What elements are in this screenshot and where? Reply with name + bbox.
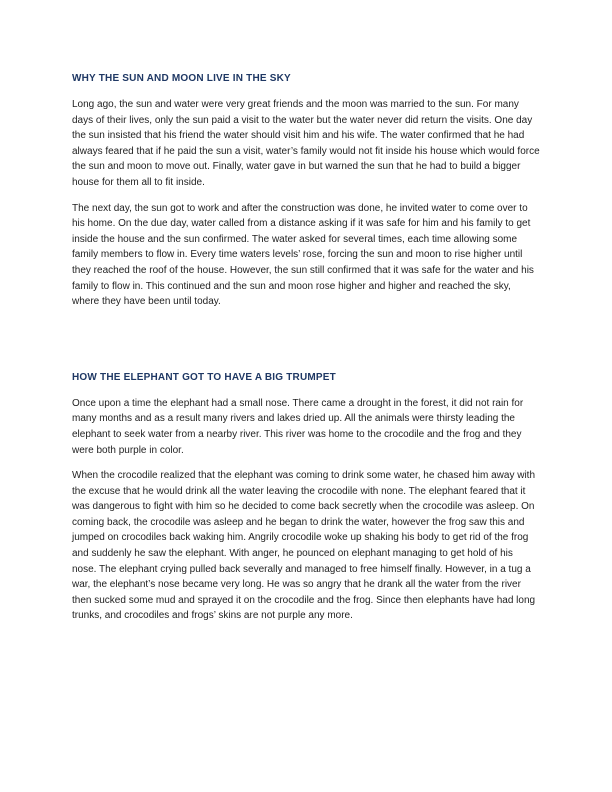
story-section-sun-and-moon [72,72,540,310]
story-paragraph: Long ago, the sun and water were very great friends and the moon was married to the sun. For many days of their lives, only the sun paid a visit to the water but the water never did return the visits. One day the sun insisted that his friend the water should visit him and his wife. The water confirmed that he had always feared that if he paid the sun a visit, water’s family would not fit inside his house which would force the sun and moon to move out. Finally, water gave in but warned the sun that he had to build a bigger house for them all to fit inside. [72,99,540,188]
story-paragraph: When the crocodile realized that the elephant was coming to drink some water, he chased him away with the excuse that he would drink all the water leaving the crocodile with none. The elephant feared that it was dangerous to fight with him so he decided to come back secretly when the crocodile was asleep. On coming back, the crocodile was asleep and he began to drink the water, however the frog saw this and jumped on crocodiles back waking him. Angrily crocodile woke up shaking his body to get rid of the frog and suddenly he saw the elephant. With anger, he pounced on elephant managing to get hold of his nose. The elephant crying pulled back severally and managed to free himself finally. However, in a tug a war, the elephant’s nose became very long. He was so angry that he drank all the water from the river then sucked some mud and sprayed it on the crocodile and the frog. Since then elephants have had long trunks, and crocodiles and frogs’ skins are not purple any more. [72,470,536,622]
story-paragraph: Once upon a time the elephant had a small nose. There came a drought in the forest, it did not rain for many months and as a result many rivers and lakes dried up. All the animals were thirsty leading the elephant to seek water from a nearby river. This river was home to the crocodile and the frog and they were both purple in color. [72,397,524,456]
story-title-elephant-trumpet: HOW THE ELEPHANT GOT TO HAVE A BIG TRUMPET [72,371,336,383]
story-title-sun-and-moon: WHY THE SUN AND MOON LIVE IN THE SKY [72,73,291,84]
story-section-elephant-trumpet [72,371,540,624]
story-paragraph: The next day, the sun got to work and after the construction was done, he invited water to come over to his home. On the due day, water called from a distance asking if it was safe for him and his family to get inside the house and the sun confirmed. The water asked for several times, each time allowing some family members to flow in. Every time waters levels’ rose, forcing the sun and moon to rise higher until they reached the roof of the house. However, the sun still confirmed that it was safe for the water and his family to flow in. This continued and the sun and moon rose higher and higher and reached the sky, where they have been until today. [72,202,534,308]
